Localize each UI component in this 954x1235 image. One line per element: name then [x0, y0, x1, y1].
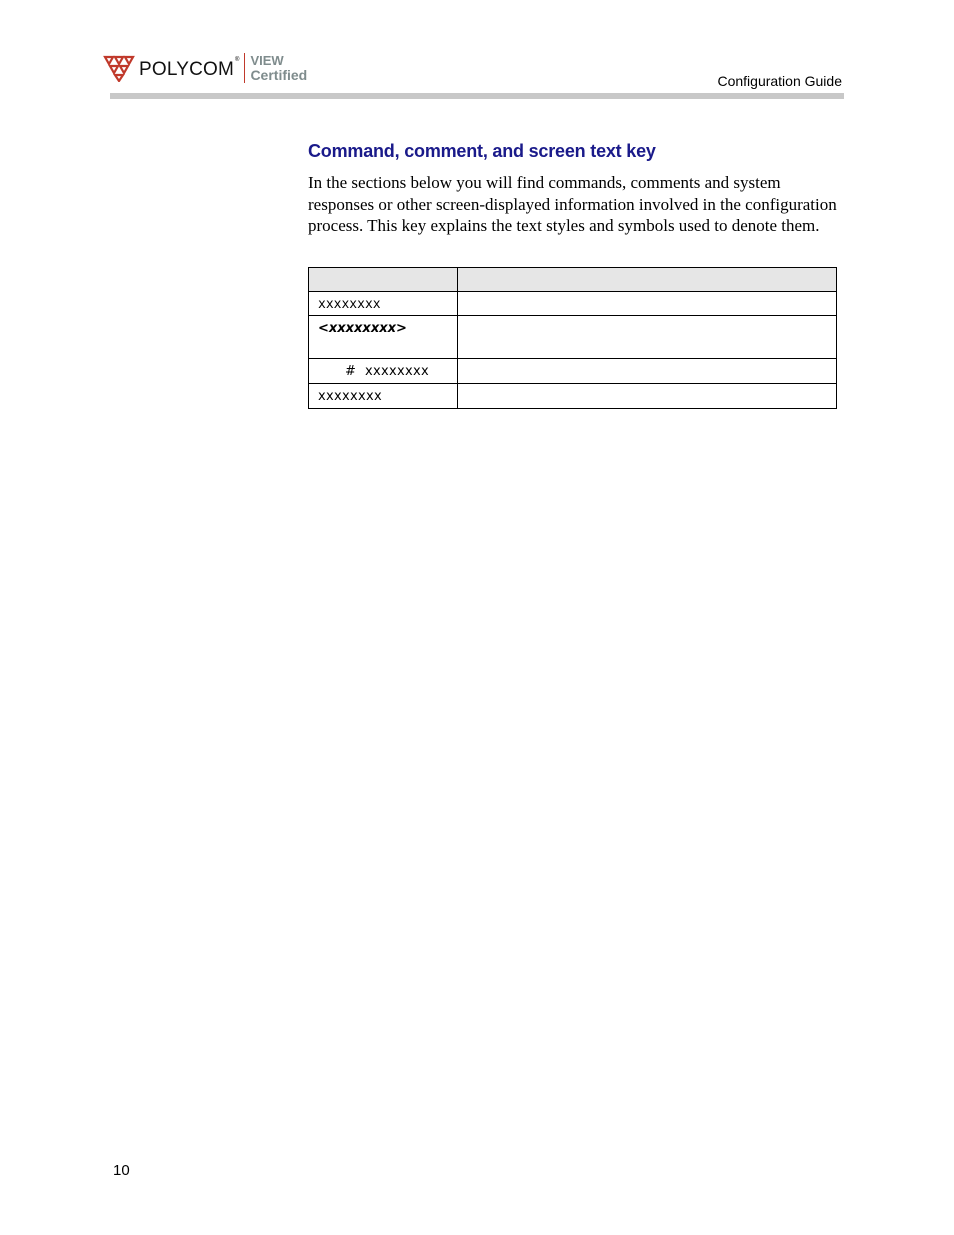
table-cell-description [458, 359, 837, 384]
table-cell-example [309, 292, 458, 316]
polycom-logo [103, 50, 307, 86]
comment-example: # xxxxxxxx [345, 364, 430, 379]
section-heading: Command, comment, and screen text key [308, 141, 656, 161]
screen-text-example: xxxxxxxx [318, 389, 382, 404]
intro-paragraph: In the sections below you will find commands, comments and system responses or other screen-displayed information involved in the configuration process. This key explains the text styles and symbols used to denote them. [308, 173, 837, 235]
table-cell-example [309, 384, 458, 409]
table-header-row [309, 268, 837, 292]
table-cell-example [309, 316, 458, 359]
polycom-triangles-icon [103, 54, 135, 82]
table-row [309, 292, 837, 316]
table-row [309, 316, 837, 359]
table-cell-description [458, 316, 837, 359]
table-cell-description [458, 292, 837, 316]
text-key-table [308, 267, 837, 409]
table-cell-example [309, 359, 458, 384]
command-example: xxxxxxxx [318, 297, 381, 312]
logo-divider [244, 53, 245, 83]
header-rule [110, 93, 844, 99]
page-number: 10 [113, 1162, 130, 1179]
table-row [309, 384, 837, 409]
variable-example: <xxxxxxxx> [318, 321, 407, 336]
brand-name: POLYCOM [139, 59, 235, 80]
table-header-cell [309, 268, 458, 292]
table-header-cell [458, 268, 837, 292]
certification-line1: VIEW [250, 53, 284, 68]
table-cell-description [458, 384, 837, 409]
document-title: Configuration Guide [717, 73, 842, 89]
brand-trademark: ® [235, 57, 240, 63]
certification-line2: Certified [250, 67, 308, 83]
table-row [309, 359, 837, 384]
certification-mark [250, 53, 307, 83]
